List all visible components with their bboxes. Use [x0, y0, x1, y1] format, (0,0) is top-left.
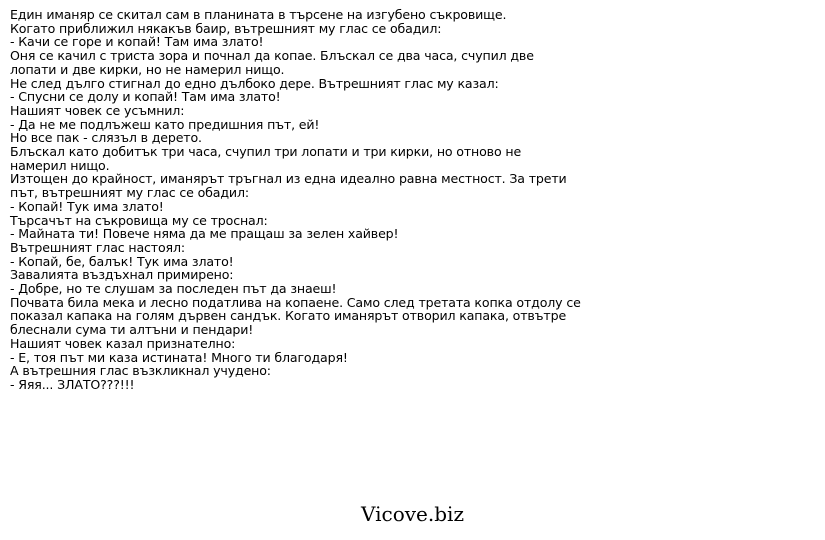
- text-line: Вътрешният глас настоял:: [10, 239, 185, 255]
- text-line: лопати и две кирки, но не намерил нищо.: [10, 61, 285, 77]
- text-line: блеснали сума ти алтъни и пендари!: [10, 322, 254, 338]
- text-line: - Е, тоя път ми каза истината! Много ти благодаря!: [10, 349, 348, 365]
- text-line: Когато приближил някакъв баир, вътрешният му глас се обадил:: [10, 20, 442, 36]
- text-line: Един иманяр се скитал сам в планината в търсене на изгубено съкровище.: [10, 7, 507, 22]
- joke-text: [10, 8, 610, 392]
- text-line: Нашият човек се усъмнил:: [10, 102, 185, 118]
- text-line: Но все пак - слязъл в дерето.: [10, 130, 202, 146]
- text-line: - Да не ме подлъжеш като предишния път, ей!: [10, 116, 320, 132]
- text-line: Завалията въздъхнал примирено:: [10, 267, 234, 283]
- text-line: - Яяя... ЗЛАТО???!!!: [10, 376, 135, 392]
- text-line: Не след дълго стигнал до едно дълбоко дере. Вътрешният глас му казал:: [10, 75, 499, 91]
- text-line: Нашият човек казал признателно:: [10, 335, 236, 351]
- text-line: - Спусни се долу и копай! Там има злато!: [10, 89, 281, 105]
- text-line: А вътрешния глас възкликнал учудено:: [10, 363, 271, 379]
- text-line: Блъскал като добитък три часа, счупил три лопати и три кирки, но отново не: [10, 144, 522, 160]
- text-line: път, вътрешният му глас се обадил:: [10, 185, 249, 201]
- text-line: Оня се качил с триста зора и почнал да копае. Блъскал се два часа, счупил две: [10, 48, 534, 64]
- text-line: - Майната ти! Повече няма да ме пращаш за зелен хайвер!: [10, 226, 399, 242]
- text-line: - Копай, бе, балък! Тук има злато!: [10, 253, 234, 269]
- text-line: Търсачът на съкровища му се троснал:: [10, 212, 268, 228]
- text-line: - Добре, но те слушам за последен път да знаеш!: [10, 281, 337, 297]
- text-line: - Копай! Тук има злато!: [10, 198, 164, 214]
- site-watermark: Vicove.biz: [361, 502, 464, 526]
- text-line: намерил нищо.: [10, 157, 110, 173]
- text-line: показал капака на голям дървен сандък. Когато иманярът отворил капака, отвътре: [10, 308, 567, 324]
- text-line: - Качи се горе и копай! Там има злато!: [10, 34, 264, 50]
- text-line: Почвата била мека и лесно податлива на копаене. Само след третата копка отдолу се: [10, 294, 581, 310]
- text-line: Изтощен до крайност, иманярът тръгнал из една идеално равна местност. За трети: [10, 171, 567, 187]
